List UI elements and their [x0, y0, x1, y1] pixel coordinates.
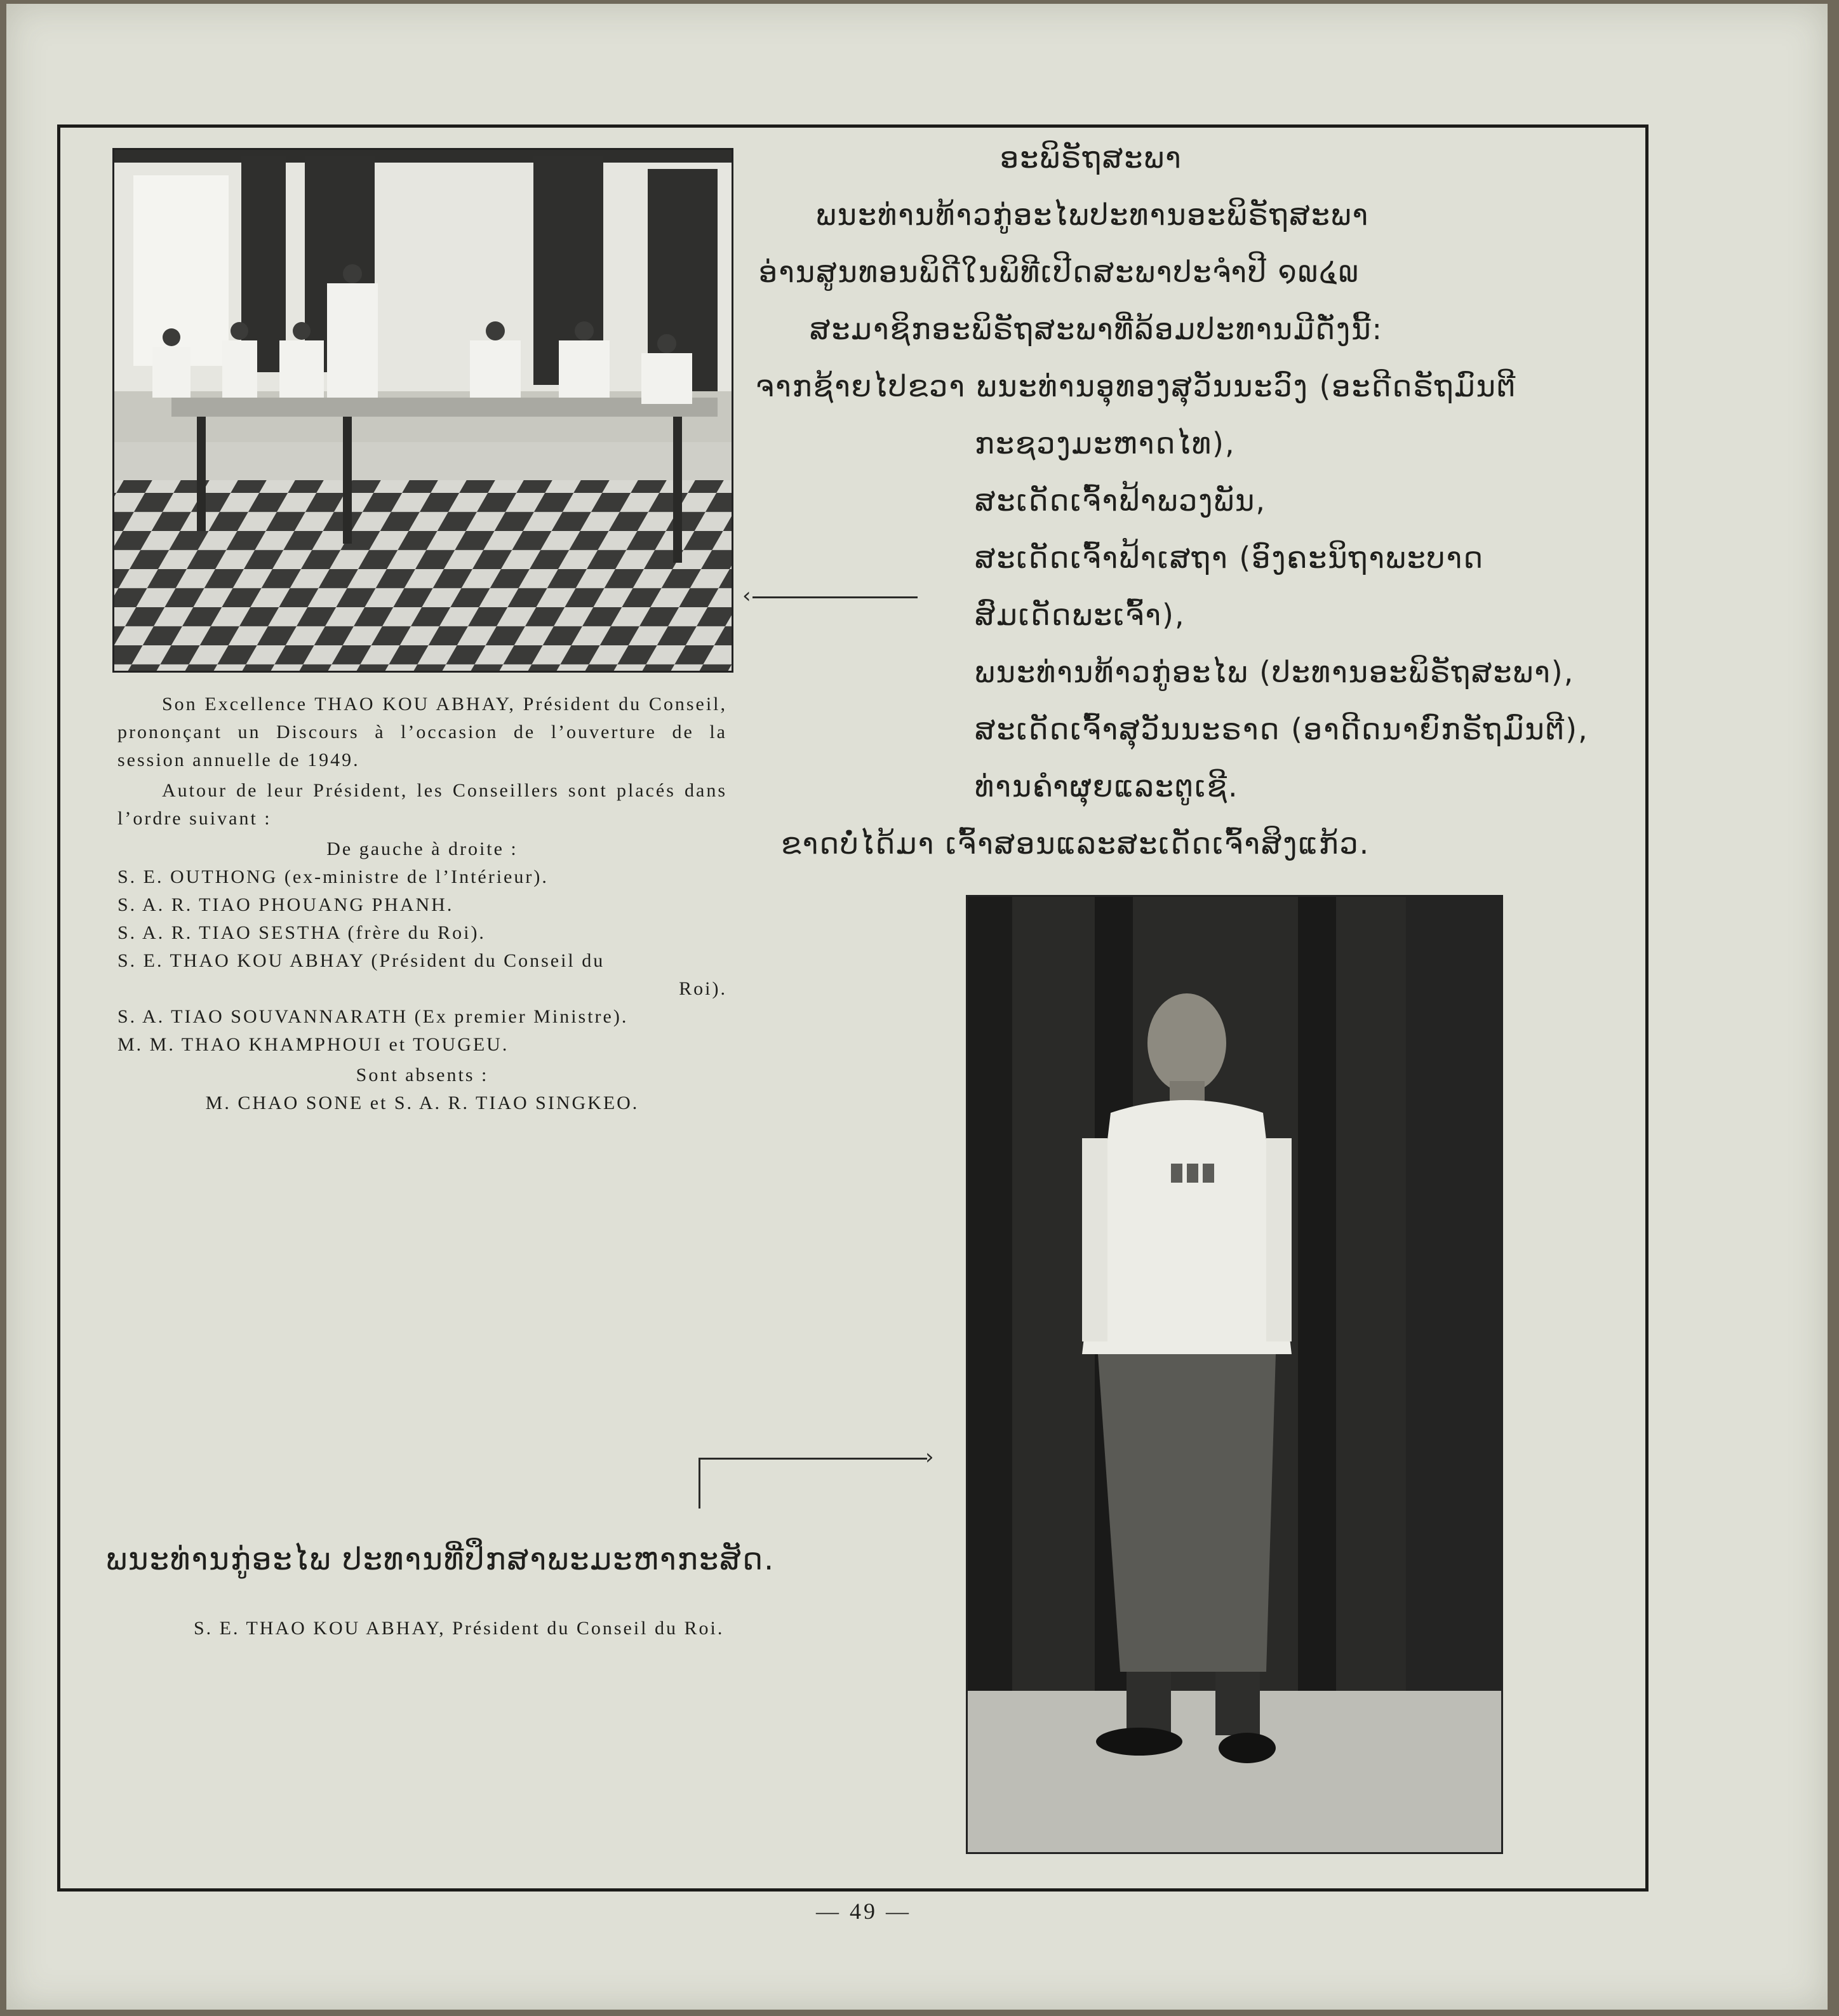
member-line: S. E. THAO KOU ABHAY (Président du Conseil du — [117, 950, 605, 971]
page-number: — 49 — — [816, 1898, 911, 1924]
council-photo-caption — [117, 690, 727, 1117]
lao-line: ພນະທ່ານທ້າວກູ່ອະໄພ (ປະທານອະພິຣັຖສະພາ), — [975, 655, 1575, 689]
caption-intro: Son Excellence THAO KOU ABHAY, Président du Conseil, prononçant un Discours à l’occasion de l’ouverture de la session annuelle de 1949. — [117, 694, 727, 770]
portrait-caption-french: S. E. THAO KOU ABHAY, Président du Conseil du Roi. — [194, 1618, 725, 1639]
arrow-to-council-photo — [752, 596, 918, 598]
page-border-frame — [57, 124, 1648, 1892]
lao-line: ສະເດັດເຈົ້າຟ້າເສຖາ (ອົງຄະນິຖາພະບາດ — [975, 541, 1485, 575]
arrow-to-portrait-vertical — [699, 1458, 700, 1509]
portrait-image — [968, 897, 1501, 1852]
member-line: S. E. OUTHONG (ex-ministre de l’Intérieur). — [117, 866, 549, 887]
arrow-right-icon: › — [925, 1444, 934, 1470]
member-line: S. A. R. TIAO SESTHA (frère du Roi). — [117, 922, 486, 943]
member-line: S. A. R. TIAO PHOUANG PHANH. — [117, 894, 454, 915]
arrow-left-icon: ‹ — [742, 583, 751, 608]
caption-direction: De gauche à droite : — [326, 838, 518, 859]
lao-line: ສະເດັດເຈົ້າຟ້າພວງພັນ, — [975, 483, 1266, 518]
portrait-photo — [966, 895, 1503, 1854]
lao-line: ຂາດບໍ່ໄດ້ມາ ເຈົ້າສອນແລະສະເດັດເຈົ້າສິງແກ້ວ. — [781, 826, 1370, 861]
caption-order-intro: Autour de leur Président, les Conseillers sont placés dans l’ordre suivant : — [117, 780, 727, 829]
lao-line: ສົມເດັດພະເຈົ້າ), — [975, 598, 1186, 632]
member-line: S. A. TIAO SOUVANNARATH (Ex premier Ministre). — [117, 1006, 629, 1027]
absent-names: M. CHAO SONE et S. A. R. TIAO SINGKEO. — [205, 1092, 639, 1113]
lao-heading: ອະພິຣັຖສະພາ — [1000, 140, 1182, 175]
council-meeting-photo — [112, 148, 733, 673]
lao-line: ທ່ານຄຳຜຸຍແລະຕູເຊີ. — [975, 769, 1239, 803]
absent-heading: Sont absents : — [356, 1065, 489, 1085]
member-line: Roi). — [679, 978, 727, 999]
lao-line: ສະມາຊິກອະພິຣັຖສະພາທີ່ລ້ອມປະທານມີດັ່ງນີ້: — [810, 312, 1384, 346]
lao-line: ກະຊວງມະຫາດໄທ), — [975, 426, 1236, 460]
arrow-to-portrait-horizontal — [699, 1458, 927, 1460]
page-sheet — [6, 4, 1828, 2010]
member-line: M. M. THAO KHAMPHOUI et TOUGEU. — [117, 1034, 509, 1055]
lao-line: ຈາກຊ້າຍໄປຂວາ ພນະທ່ານອຸທອງສຸວັນນະວົງ (ອະດີດຣັຖມົນຕີ — [756, 369, 1517, 403]
lao-line: ພນະທ່ານທ້າວກູ່ອະໄພປະທານອະພິຣັຖສະພາ — [816, 198, 1370, 232]
council-meeting-image — [114, 150, 732, 671]
lao-line: ສະເດັດເຈົ້າສຸວັນນະຣາດ (ອາດີດນາຍົກຣັຖມົນຕີ), — [975, 712, 1589, 746]
portrait-caption-lao: ພນະທ່ານກູ່ອະໄພ ປະທານທີ່ປຶກສາພະມະຫາກະສັດ. — [106, 1542, 775, 1577]
lao-line: ອ່ານສູນທອນພິດີໃນພິທີເປີດສະພາປະຈຳປີ ໑໙໔໙ — [759, 255, 1360, 289]
